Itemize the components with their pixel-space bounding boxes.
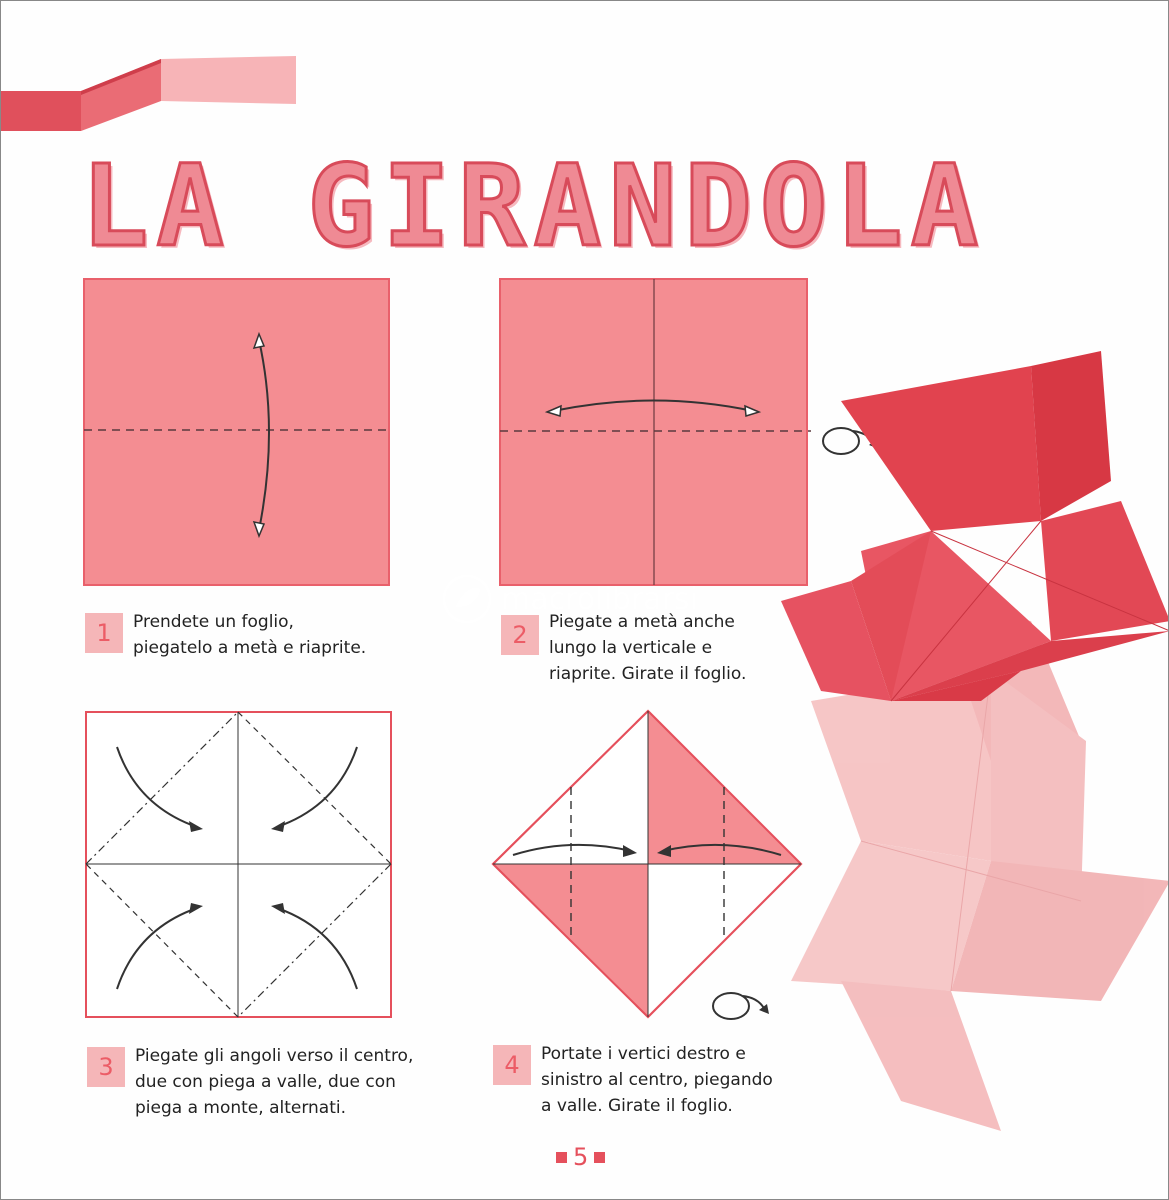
step-3-number: 3 bbox=[87, 1047, 125, 1087]
page-number-value: 5 bbox=[573, 1143, 589, 1171]
page-title: LA GIRANDOLA bbox=[81, 142, 987, 272]
step-3-text: Piegate gli angoli verso il centro, due con piega a valle, due con piega a monte, alternati. bbox=[135, 1046, 414, 1118]
page-number bbox=[556, 1143, 605, 1171]
folded-ribbon-decoration bbox=[1, 1, 301, 141]
step-4-text: Portate i vertici destro e sinistro al centro, piegando a valle. Girate il foglio. bbox=[541, 1044, 773, 1116]
step-4-number: 4 bbox=[493, 1045, 531, 1085]
step-1-diagram bbox=[83, 278, 391, 588]
leaf-logo-icon bbox=[441, 573, 493, 625]
step-2-text: Piegate a metà anche lungo la verticale e riaprite. Girate il foglio. bbox=[549, 612, 747, 684]
step-2-number: 2 bbox=[501, 615, 539, 655]
watermark bbox=[441, 573, 698, 625]
square-bullet-icon bbox=[556, 1152, 567, 1163]
step-1-text: Prendete un foglio, piegatelo a metà e riaprite. bbox=[133, 612, 367, 658]
watermark-text: macrolibrarsi bbox=[501, 581, 698, 617]
square-bullet-icon bbox=[594, 1152, 605, 1163]
step-3-diagram bbox=[85, 711, 393, 1019]
step-1-number: 1 bbox=[85, 613, 123, 653]
pinwheel-illustration bbox=[701, 341, 1169, 1141]
